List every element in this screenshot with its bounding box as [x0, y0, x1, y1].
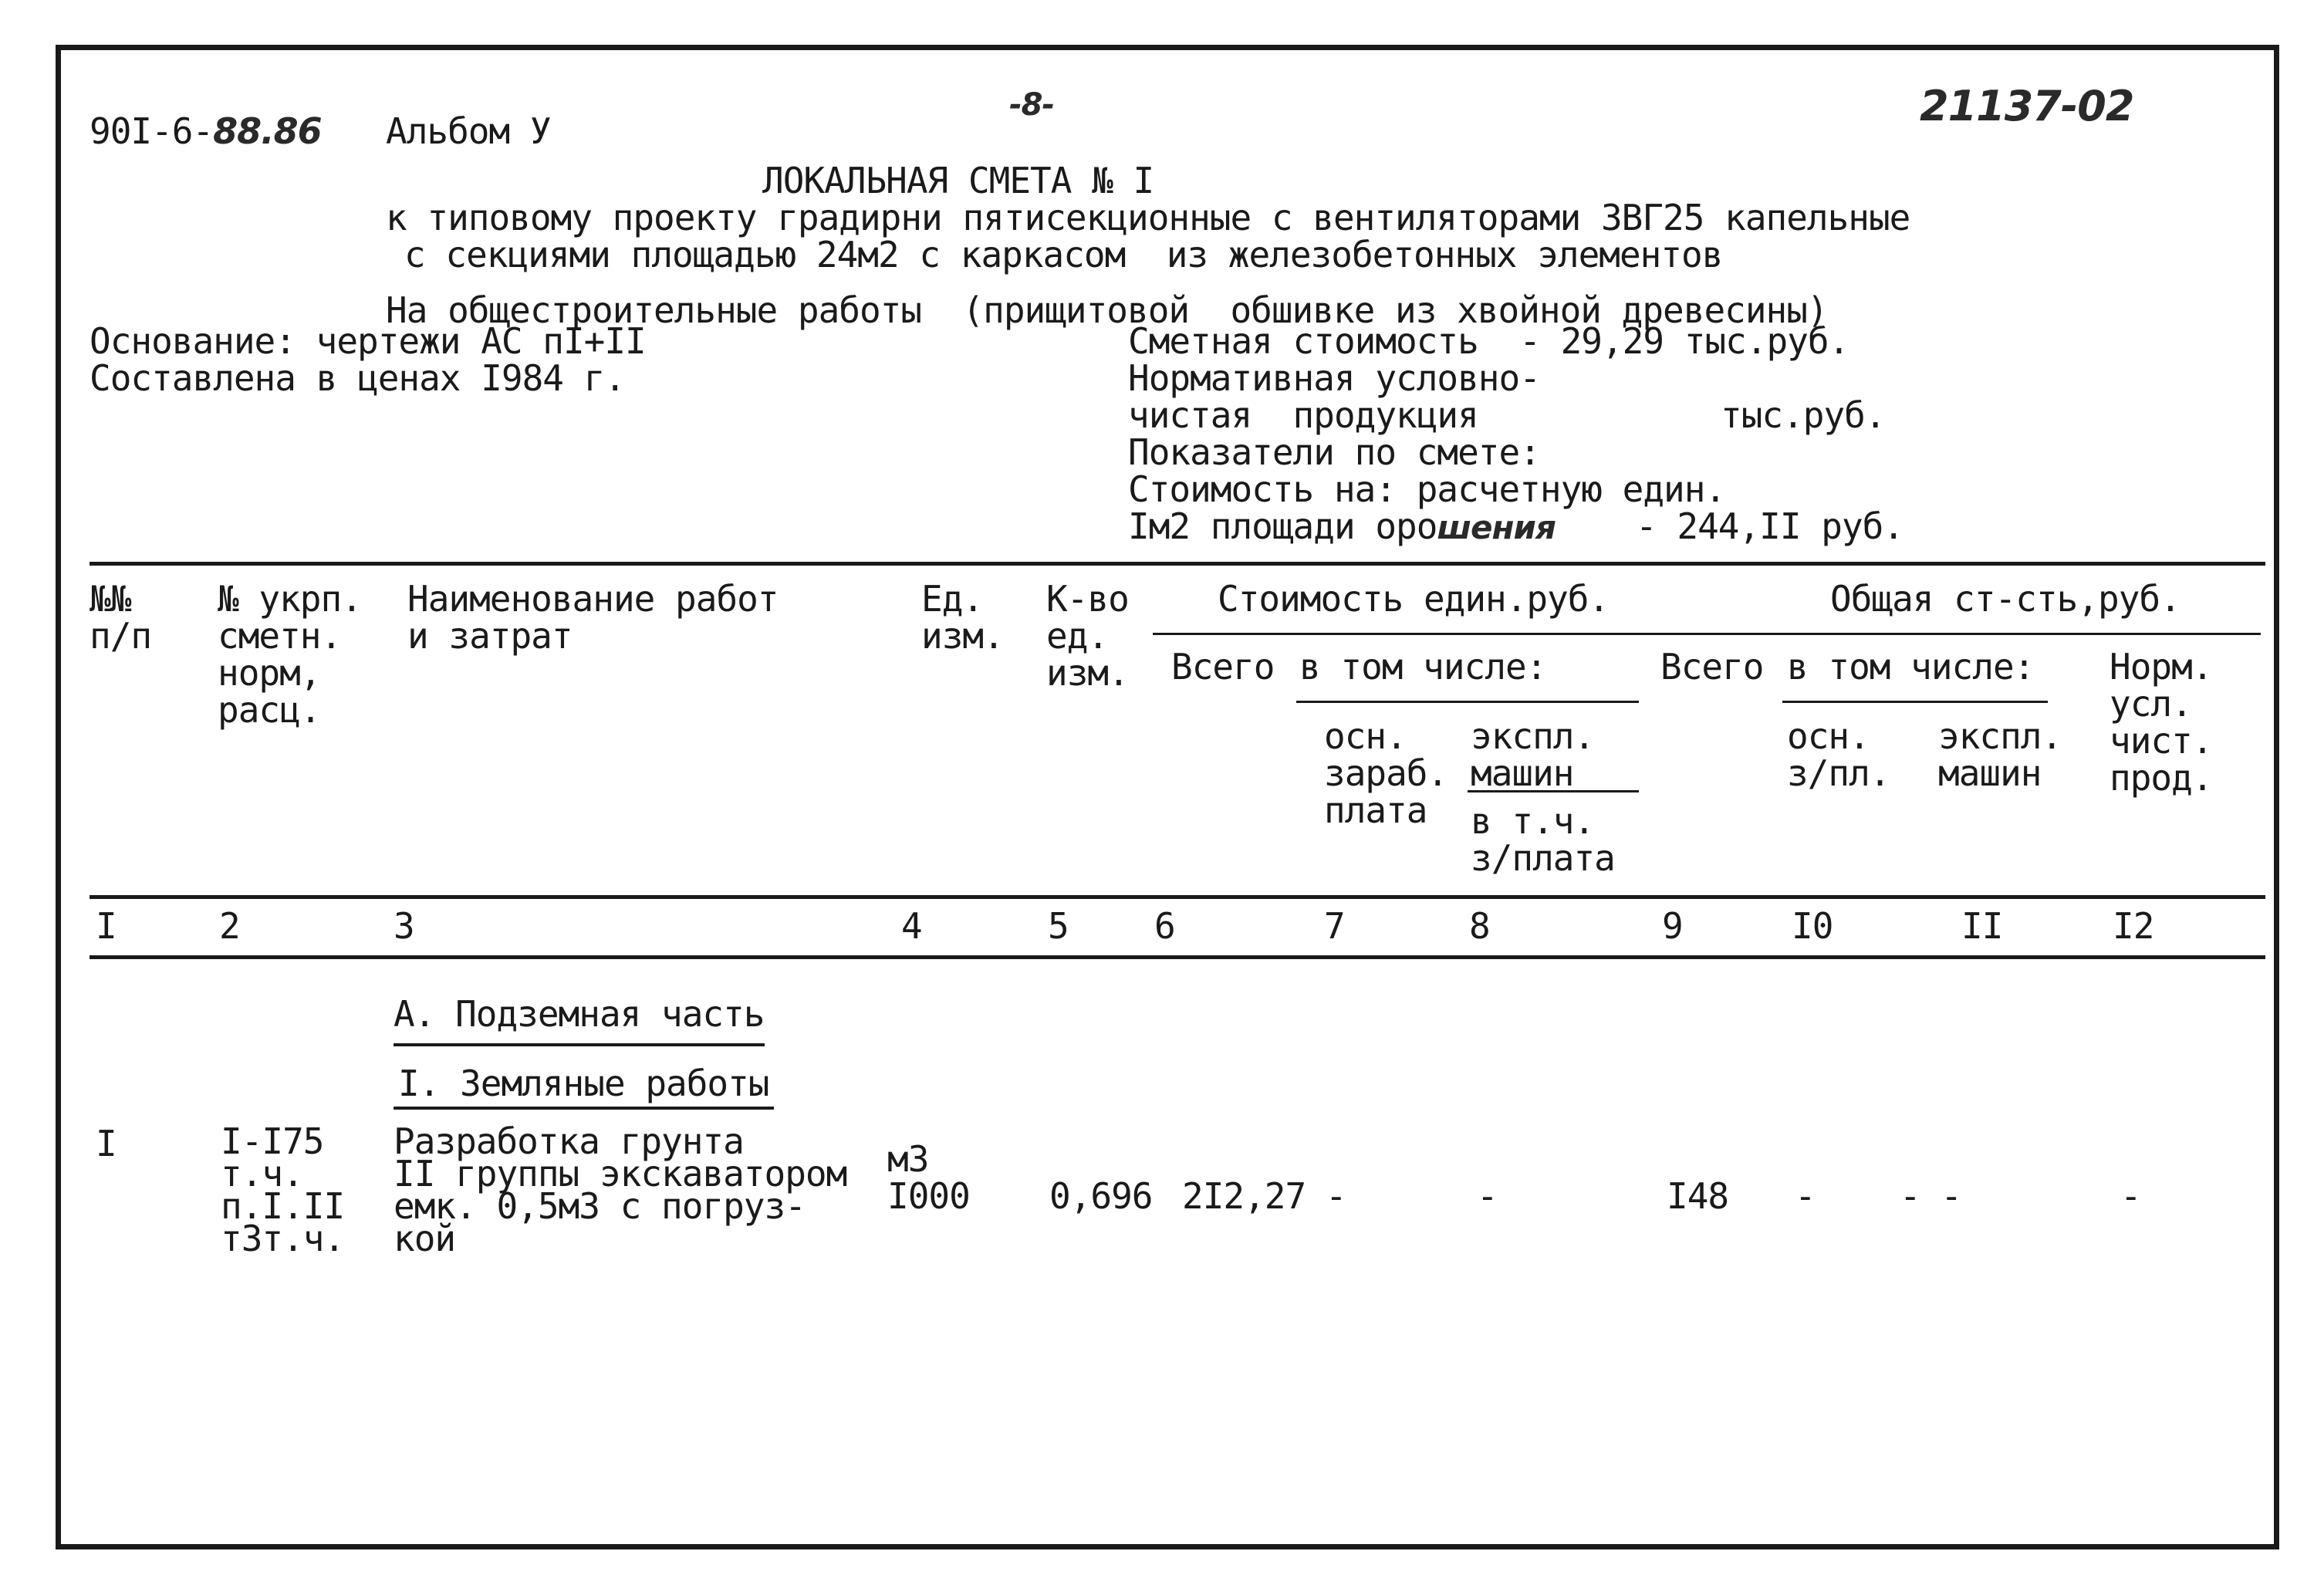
basis-line-1: Основание: чертежи АС пI+II	[90, 320, 646, 362]
row-total: I48	[1667, 1175, 1729, 1217]
col-header-unit-all: Всего	[1171, 646, 1275, 688]
col-header-incl-wage: в т.ч. з/плата	[1471, 800, 1615, 879]
cost-per-m2-handwritten: шения	[1437, 509, 1556, 546]
col-header-machines: машин	[1471, 752, 1574, 794]
net-product-label: чистая продукция	[1128, 394, 1478, 436]
section-heading-underground: А. Подземная часть	[394, 995, 765, 1046]
row-qty: 0,696	[1049, 1175, 1153, 1217]
album-label: Альбом У	[386, 110, 551, 152]
title-line-3: На общестроительные работы (прищитовой обшивке из хвойной древесины)	[386, 289, 1828, 331]
cost-per-m2-label: Iм2 площади оро	[1128, 505, 1437, 547]
normative-product-label: Нормативная условно-	[1128, 357, 1540, 399]
col-number: 4	[901, 905, 922, 947]
total-incl-rule	[1782, 701, 2048, 703]
page-number: -8-	[1009, 87, 1055, 123]
col-number: 9	[1662, 905, 1683, 947]
cost-per-m2-value: - 244,II руб.	[1636, 505, 1904, 547]
col-number: 2	[219, 905, 240, 947]
row-work-name: Разработка грунта II группы экскаватором емк. 0,5м3 с погруз- кой	[394, 1120, 847, 1259]
row-total-wage: -	[1795, 1175, 1816, 1217]
col-header-norm-prod: Норм. усл. чист. прод.	[2110, 646, 2213, 799]
col-number: I2	[2113, 905, 2154, 947]
col-number: 5	[1048, 905, 1069, 947]
cost-per-m2	[1128, 505, 1556, 547]
title-line-2: с секциями площадью 24м2 с каркасом из железобетонных элементов	[404, 234, 1723, 275]
col-header-total-machines: экспл. машин	[1938, 715, 2062, 794]
row-norm-code: I-I75 т.ч. п.I.II т3т.ч.	[221, 1120, 345, 1259]
col-header-unit-cost: Стоимость един.руб.	[1218, 578, 1610, 620]
col-number: 8	[1469, 905, 1490, 947]
row-num: I	[96, 1123, 117, 1164]
doc-code-prefix: 90I-6-	[90, 110, 214, 152]
row-unit-machines: -	[1477, 1175, 1498, 1217]
document-number: 21137-02	[1920, 82, 2134, 130]
col-header-unit: Ед. изм.	[921, 578, 1004, 657]
net-product-unit: тыс.руб.	[1721, 394, 1886, 436]
col-header-base-wage: осн. зараб. плата	[1324, 715, 1448, 831]
estimate-title: ЛОКАЛЬНАЯ СМЕТА № I	[762, 160, 1154, 201]
cost-per-unit-label: Стоимость на: расчетную един.	[1128, 468, 1726, 510]
col-number: I0	[1792, 905, 1833, 947]
col-number: I	[96, 905, 117, 947]
unit-incl-rule	[1296, 701, 1639, 703]
col-number: II	[1961, 905, 2003, 947]
column-numbers-rule	[90, 955, 2265, 959]
unit-cost-rule	[1153, 633, 2261, 635]
row-unit: м3 I000	[887, 1138, 970, 1217]
col-header-total-wage: осн. з/пл.	[1787, 715, 1890, 794]
col-header-total-cost: Общая ст-сть,руб.	[1830, 578, 2180, 620]
col-header-machine-op: экспл.	[1471, 715, 1595, 757]
estimated-cost: Сметная стоимость - 29,29 тыс.руб.	[1128, 320, 1849, 362]
col-header-total-all: Всего	[1660, 646, 1764, 688]
col-number: 7	[1324, 905, 1345, 947]
header-bottom-rule	[90, 895, 2265, 899]
basis-line-2: Составлена в ценах I984 г.	[90, 357, 626, 399]
col-header-qty: К-во ед. изм.	[1046, 578, 1129, 694]
col-header-num: №№ п/п	[90, 578, 152, 657]
indicators-heading: Показатели по смете:	[1128, 431, 1540, 473]
col-header-unit-incl: в том числе:	[1299, 646, 1547, 688]
col-header-norm: № укрп. сметн. норм, расц.	[218, 578, 362, 731]
section-heading-earthworks: I. Земляные работы	[394, 1065, 774, 1110]
row-unit-total: 2I2,27	[1182, 1175, 1306, 1217]
doc-code	[90, 110, 322, 152]
col-number: 3	[394, 905, 414, 947]
row-total-machines: - -	[1900, 1175, 1962, 1217]
doc-code-handwritten: 88.86	[213, 110, 322, 152]
row-norm-prod: -	[2120, 1175, 2141, 1217]
table-top-rule	[90, 562, 2265, 566]
col-header-total-incl: в том числе:	[1787, 646, 2035, 688]
col-number: 6	[1154, 905, 1175, 947]
title-line-1: к типовому проекту градирни пятисекционные с вентиляторами 3ВГ25 капельные	[386, 197, 1910, 238]
col-header-name: Наименование работ и затрат	[407, 578, 779, 657]
row-unit-wage: -	[1326, 1175, 1346, 1217]
